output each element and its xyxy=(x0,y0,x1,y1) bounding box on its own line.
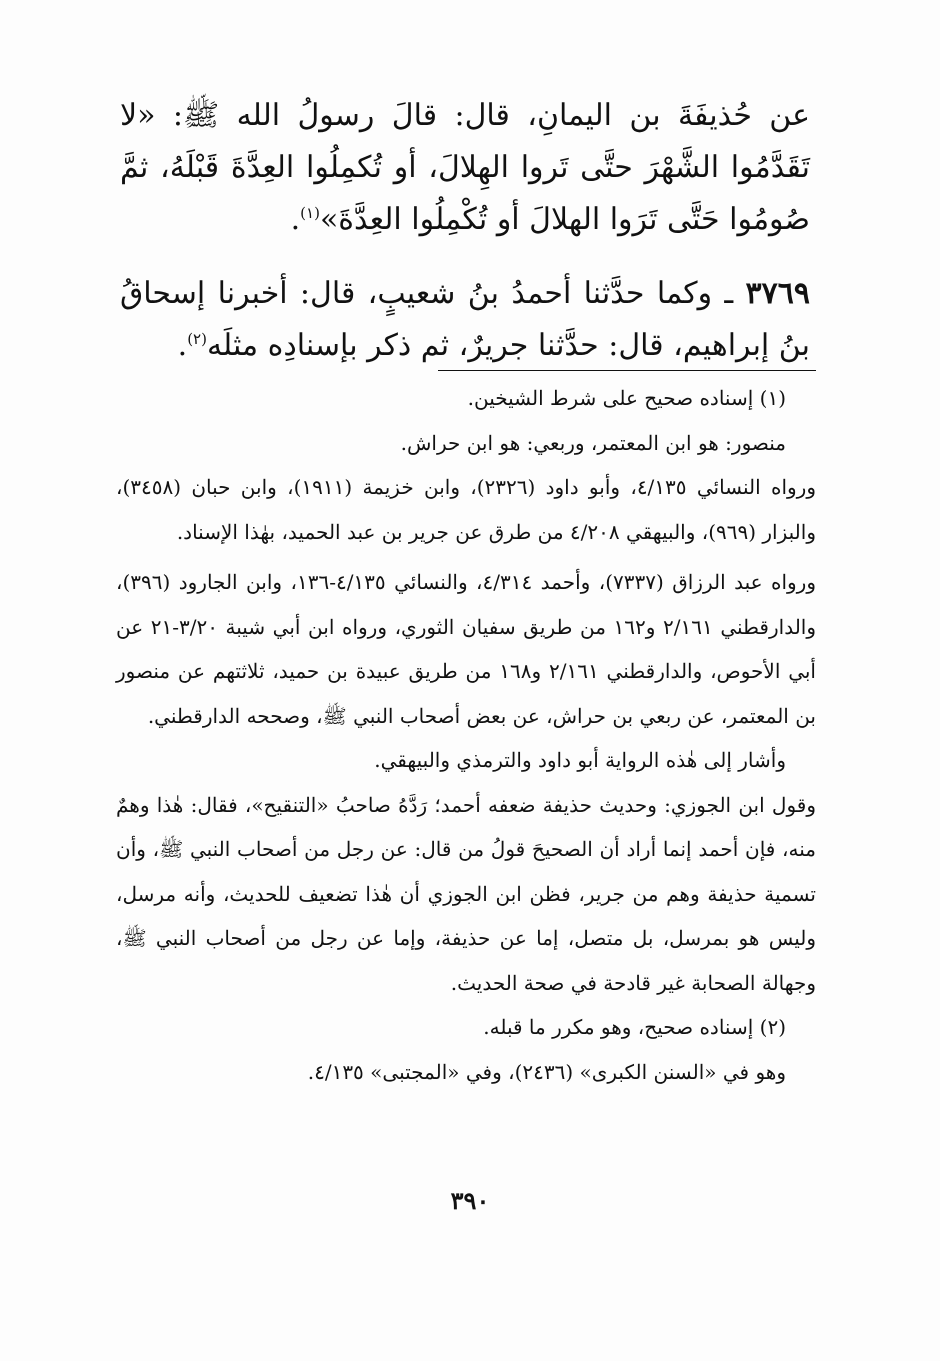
footnote-separator xyxy=(438,370,816,371)
footnote-line: منصور: هو ابن المعتمر، وربعي: هو ابن حراش. xyxy=(400,430,786,455)
footnote-line: (٢) إسناده صحيح، وهو مكرر ما قبله. xyxy=(483,1015,786,1039)
hadith-text: عن حُذيفَةَ بن اليمانِ، قال: قالَ رسولُ الله ﷺ: «لا تَقَدَّمُوا الشَّهْرَ حتَّى تَروا الهِلالَ، أو تُكمِلُوا العِدَّةَ قَبْلَهُ، ثمَّ صُومُوا حَتَّى تَرَوا الهلالَ أو تُكْمِلُوا العِدَّةَ» xyxy=(120,98,810,237)
footnote-line: وهو في «السنن الكبرى» (٢٤٣٦)، وفي «المجتبى» ٤/١٣٥. xyxy=(307,1059,786,1084)
main-text xyxy=(120,90,810,372)
footnote-ref-2: (٢) xyxy=(187,330,207,348)
footnote-line: (١) إسناده صحيح على شرط الشيخين. xyxy=(467,386,786,410)
footnote-line: وقول ابن الجوزي: وحديث حذيفة ضعفه أحمد؛ رَدَّهُ صاحبُ «التنقيح»، فقال: هٰذا وهمٌ منه، فإن أحمد إنما أراد أن الصحيحَ قولُ من قال: عن رجل من أصحاب النبي ﷺ، وأن تسمية حذيفة وهم من جرير، فظن ابن الجوزي أن هٰذا تضعيف للحديث، وأنه مرسل، وليس هو بمرسل، بل متصل، إما عن حذيفة، وإما عن رجل من أصحاب النبي ﷺ، وجهالة الصحابة غير قادحة في صحة الحديث. xyxy=(116,792,816,995)
footnote-line: ورواه النسائي ٤/١٣٥، وأبو داود (٢٣٢٦)، وابن خزيمة (١٩١١)، وابن حبان (٣٤٥٨)، والبزار (٩٦٩)، والبيهقي ٤/٢٠٨ من طرق عن جرير بن عبد الحميد، بهٰذا الإسناد. xyxy=(116,475,816,544)
footnote-line: ورواه عبد الرزاق (٧٣٣٧)، وأحمد ٤/٣١٤، والنسائي ٤/١٣٥-١٣٦، وابن الجارود (٣٩٦)، والدارقطني ٢/١٦١ و١٦٢ من طريق سفيان الثوري، ورواه ابن أبي شيبة ٣/٢٠-٢١ عن أبي الأحوص، والدارقطني ٢/١٦١ و١٦٨ من طريق عبيدة بن حميد، ثلاثتهم عن منصور بن المعتمر، عن ربعي بن حراش، عن بعض أصحاب النبي ﷺ، وصححه الدارقطني. xyxy=(116,570,817,728)
footnotes xyxy=(116,376,816,1094)
page-number: ٣٩٠ xyxy=(450,1186,490,1215)
footnote-line: وأشار إلى هٰذه الرواية أبو داود والترمذي والبيهقي. xyxy=(374,748,786,772)
sentence-end: . xyxy=(177,328,188,363)
hadith-paragraph-2 xyxy=(120,268,810,372)
footnote-ref-1: (١) xyxy=(300,204,320,222)
hadith-paragraph-1 xyxy=(120,90,810,246)
hadith-text: ـ وكما حدَّثنا أحمدُ بنُ شعيبٍ، قال: أخبرنا إسحاقُ بنُ إبراهيم، قال: حدَّثنا جريرٌ، ثم ذكر بإسنادِه مثلَه xyxy=(120,276,810,363)
sentence-end: . xyxy=(290,202,301,237)
hadith-number: ٣٧٦٩ xyxy=(745,276,810,311)
